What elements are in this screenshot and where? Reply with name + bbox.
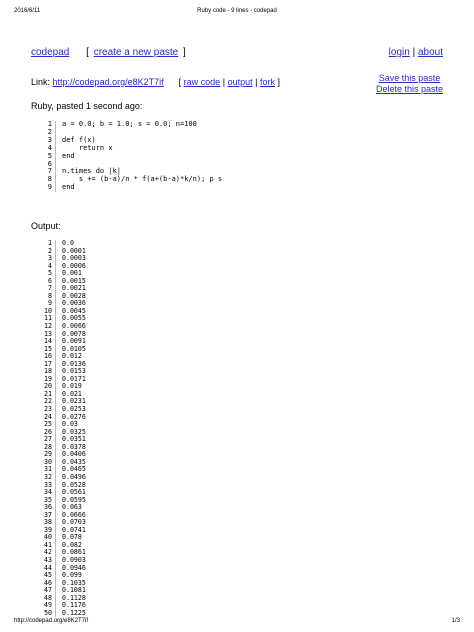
line-number: 36 xyxy=(38,504,56,512)
line-number: 28 xyxy=(38,444,56,452)
line-text: 0.1081 xyxy=(62,586,86,595)
line-text: return x xyxy=(62,143,113,152)
line-text: 0.0015 xyxy=(62,276,86,285)
line-text: 0.078 xyxy=(62,533,82,542)
nav-separator: | xyxy=(412,47,416,58)
line-number: 23 xyxy=(38,406,56,414)
print-url: http://codepad.org/e8K2T7if xyxy=(14,618,89,624)
line-text: n.times do |k| xyxy=(62,167,122,176)
line-number: 49 xyxy=(38,602,56,610)
line-number: 19 xyxy=(38,376,56,384)
line-text: 0.0105 xyxy=(62,344,86,353)
line-number: 3 xyxy=(38,137,56,145)
print-title: Ruby code - 9 lines - codepad xyxy=(197,8,277,14)
fork-link[interactable]: fork xyxy=(259,77,275,87)
print-page-number: 1/3 xyxy=(451,618,460,624)
line-text: 0.0435 xyxy=(62,457,86,466)
line-number: 42 xyxy=(38,549,56,557)
line-number: 1 xyxy=(38,121,56,129)
link-close-bracket: ] xyxy=(277,77,281,87)
line-text: 0.0055 xyxy=(62,314,86,323)
line-text: 0.0 xyxy=(62,239,74,247)
line-number: 22 xyxy=(38,398,56,406)
line-number: 21 xyxy=(38,391,56,399)
line-text: 0.0091 xyxy=(62,337,86,346)
line-text: end xyxy=(62,183,75,192)
line-text: end xyxy=(62,151,75,160)
line-text: 0.0136 xyxy=(62,359,86,368)
login-link[interactable]: login xyxy=(388,47,410,58)
nav-left xyxy=(31,47,188,58)
line-number: 27 xyxy=(38,436,56,444)
line-text: 0.0666 xyxy=(62,510,86,519)
line-number: 50 xyxy=(38,610,56,618)
line-number: 7 xyxy=(38,168,56,176)
line-text: 0.0021 xyxy=(62,284,86,293)
delete-paste-link[interactable]: Delete this paste xyxy=(375,84,443,94)
line-number: 38 xyxy=(38,519,56,527)
line-number: 4 xyxy=(38,145,56,153)
paste-url-link[interactable]: http://codepad.org/e8K2T7if xyxy=(52,77,164,87)
line-number: 25 xyxy=(38,421,56,429)
line-number: 11 xyxy=(38,315,56,323)
line-text: 0.0153 xyxy=(62,367,86,376)
line-text: 0.0861 xyxy=(62,548,86,557)
line-text: 0.099 xyxy=(62,571,82,580)
line-text: 0.0003 xyxy=(62,254,86,263)
output-link[interactable]: output xyxy=(227,77,253,87)
print-header xyxy=(14,6,460,16)
line-text: s += (b-a)/n * f(a+(b-a)*k/n); p s xyxy=(62,175,223,184)
code-line xyxy=(38,121,222,129)
line-text: 0.0528 xyxy=(62,480,86,489)
line-text: 0.0078 xyxy=(62,329,86,338)
line-text: a = 0.0; b = 1.0; s = 0.0; n=100 xyxy=(62,120,197,128)
line-text: def f(x) xyxy=(62,135,96,144)
line-text: 0.0378 xyxy=(62,442,86,451)
line-text: 0.0028 xyxy=(62,291,86,300)
line-text: 0.0703 xyxy=(62,518,86,527)
line-text: 0.0406 xyxy=(62,450,86,459)
codepad-home-link[interactable]: codepad xyxy=(31,47,70,58)
line-number: 29 xyxy=(38,451,56,459)
line-text: 0.0231 xyxy=(62,397,86,406)
line-number: 14 xyxy=(38,338,56,346)
line-text: 0.1176 xyxy=(62,601,86,610)
line-number: 17 xyxy=(38,361,56,369)
line-number: 5 xyxy=(38,153,56,161)
line-text: 0.03 xyxy=(62,420,78,429)
about-link[interactable]: about xyxy=(417,47,443,58)
line-number: 2 xyxy=(38,129,56,137)
line-number: 41 xyxy=(38,542,56,550)
link-sep-1: | xyxy=(222,77,226,87)
paste-actions xyxy=(376,73,443,95)
line-text: 0.0045 xyxy=(62,306,86,315)
line-number: 7 xyxy=(38,285,56,293)
code-line xyxy=(38,153,222,161)
create-paste-link[interactable]: create a new paste xyxy=(93,47,179,58)
line-number: 31 xyxy=(38,466,56,474)
line-number: 8 xyxy=(38,293,56,301)
line-number: 26 xyxy=(38,429,56,437)
line-number: 9 xyxy=(38,300,56,308)
line-text: 0.0001 xyxy=(62,246,86,255)
line-number: 20 xyxy=(38,383,56,391)
line-number: 47 xyxy=(38,587,56,595)
top-navigation xyxy=(31,47,443,58)
line-number: 39 xyxy=(38,527,56,535)
line-number: 15 xyxy=(38,346,56,354)
line-number: 34 xyxy=(38,489,56,497)
line-number: 8 xyxy=(38,176,56,184)
line-text: 0.063 xyxy=(62,503,82,512)
line-text: 0.082 xyxy=(62,540,82,549)
nav-right xyxy=(389,47,443,58)
line-number: 37 xyxy=(38,512,56,520)
line-number: 46 xyxy=(38,580,56,588)
line-text: 0.021 xyxy=(62,389,82,398)
print-date: 2016/6/11 xyxy=(14,8,41,14)
line-text: 0.0006 xyxy=(62,261,86,270)
line-text: 0.0561 xyxy=(62,488,86,497)
pasted-info: Ruby, pasted 1 second ago: xyxy=(31,101,143,111)
line-text: 0.0465 xyxy=(62,465,86,474)
line-number: 13 xyxy=(38,331,56,339)
output-label: Output: xyxy=(31,221,61,231)
line-number: 45 xyxy=(38,572,56,580)
line-number: 33 xyxy=(38,482,56,490)
line-number: 4 xyxy=(38,263,56,271)
line-text: 0.1225 xyxy=(62,608,86,617)
line-number: 16 xyxy=(38,353,56,361)
output-block xyxy=(38,240,86,617)
line-number: 48 xyxy=(38,595,56,603)
line-number: 3 xyxy=(38,255,56,263)
link-label: Link: xyxy=(31,77,51,87)
line-text: 0.1035 xyxy=(62,578,86,587)
line-number: 2 xyxy=(38,248,56,256)
nav-open-bracket: [ xyxy=(86,47,89,58)
line-text: 0.0066 xyxy=(62,322,86,331)
line-number: 6 xyxy=(38,161,56,169)
line-number: 1 xyxy=(38,240,56,248)
line-text: 0.019 xyxy=(62,382,82,391)
link-open-bracket: [ xyxy=(178,77,182,87)
nav-close-bracket: ] xyxy=(183,47,186,58)
line-number: 6 xyxy=(38,278,56,286)
line-number: 12 xyxy=(38,323,56,331)
line-text: 0.0946 xyxy=(62,563,86,572)
line-number: 44 xyxy=(38,565,56,573)
line-text: 0.0351 xyxy=(62,435,86,444)
line-number: 35 xyxy=(38,497,56,505)
line-text: 0.012 xyxy=(62,352,82,361)
line-text: 0.1128 xyxy=(62,593,86,602)
code-block xyxy=(38,121,222,192)
print-footer xyxy=(14,616,460,626)
paste-link-row xyxy=(31,77,280,87)
code-line xyxy=(38,184,222,192)
line-text: 0.0741 xyxy=(62,525,86,534)
line-text: 0.0036 xyxy=(62,299,86,308)
line-number: 10 xyxy=(38,308,56,316)
line-text: 0.0276 xyxy=(62,412,86,421)
line-number: 24 xyxy=(38,414,56,422)
save-paste-link[interactable]: Save this paste xyxy=(378,73,441,83)
line-text: 0.0325 xyxy=(62,427,86,436)
line-text: 0.0903 xyxy=(62,555,86,564)
line-text: 0.0496 xyxy=(62,472,86,481)
line-text: 0.0253 xyxy=(62,405,86,414)
line-number: 43 xyxy=(38,557,56,565)
link-sep-2: | xyxy=(255,77,258,87)
line-text: 0.001 xyxy=(62,269,82,278)
line-text: 0.0595 xyxy=(62,495,86,504)
raw-code-link[interactable]: raw code xyxy=(183,77,221,87)
line-number: 32 xyxy=(38,474,56,482)
line-text: 0.0171 xyxy=(62,374,86,383)
line-number: 18 xyxy=(38,368,56,376)
line-number: 40 xyxy=(38,534,56,542)
line-number: 30 xyxy=(38,459,56,467)
line-number: 5 xyxy=(38,270,56,278)
line-number: 9 xyxy=(38,184,56,192)
